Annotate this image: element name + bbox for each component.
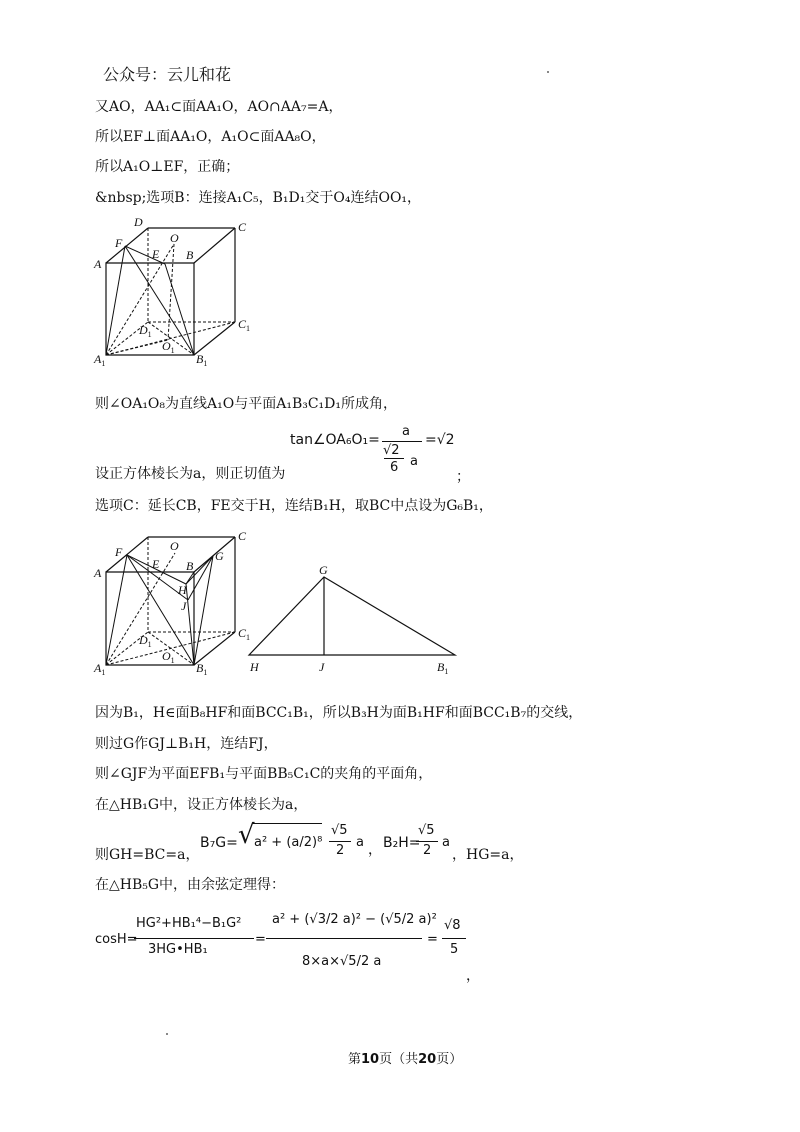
- b7g-radical-sign: √: [238, 820, 255, 850]
- tan-formula-numerator: a: [402, 424, 410, 439]
- cube2-label-C: C: [238, 529, 247, 543]
- cube1-label-C1: $C_1$: [238, 317, 251, 333]
- scan-dot-2: [166, 1033, 168, 1035]
- cube2-label-A: A: [94, 566, 102, 580]
- cube1-label-E: E: [152, 247, 160, 261]
- cube1-label-A1: $A_1$: [94, 352, 106, 368]
- scan-dot: [547, 71, 549, 73]
- cos-equals-1: =: [255, 932, 266, 947]
- text-line-12-sep1: ，: [368, 842, 382, 858]
- cube2-label-J: J: [181, 599, 187, 613]
- cube1-label-D1: $D_1$: [139, 323, 152, 339]
- footer-page-number: 10: [361, 1052, 380, 1067]
- cos-bar-1: [134, 938, 254, 939]
- cos-numerator-1: HG²+HB₁⁴−B₁G²: [136, 916, 242, 931]
- text-line-1: 又AO，AA₁⊂面AA₁O，AO∩AA₇=A，: [95, 99, 343, 115]
- cos-rhs-denominator: 5: [450, 942, 459, 957]
- tan-formula-lhs: tan∠OA₆O₁=: [290, 432, 380, 448]
- b2h-formula-lhs: B₂H=: [383, 835, 421, 851]
- tan-formula-rhs: =√2: [425, 432, 455, 448]
- text-line-2: 所以EF⊥面AA₁O，A₁O⊂面AA₈O，: [95, 129, 326, 145]
- cube2-label-D1: $D_1$: [139, 633, 152, 649]
- cube1-label-B1: $B_1$: [196, 352, 208, 368]
- b2h-var: a: [442, 835, 450, 850]
- cube2-label-O1: $O_1$: [162, 649, 175, 665]
- b2h-numerator: √5: [418, 823, 435, 838]
- text-line-6-end: ；: [456, 469, 470, 485]
- page-footer: [348, 1048, 462, 1067]
- cube2-label-H: H: [178, 583, 187, 597]
- cos-numerator-2: a² + (√3/2 a)² − (√5/2 a)²: [272, 912, 437, 927]
- b7g-rhs-var: a: [356, 835, 364, 850]
- cube1-label-B: B: [186, 248, 194, 262]
- text-line-5: 则∠OA₁O₈为直线A₁O与平面A₁B₃C₁D₁所成角，: [95, 396, 398, 412]
- triangle-label-G: G: [319, 563, 328, 577]
- triangle-label-B1: $B_1$: [437, 660, 449, 676]
- cos-denominator-1: 3HG•HB₁: [148, 942, 208, 957]
- cube1-label-C: C: [238, 220, 247, 234]
- triangle-label-H: H: [250, 660, 259, 674]
- b7g-rhs-denominator: 2: [336, 843, 345, 858]
- cube1-label-D: D: [134, 215, 143, 229]
- cube2-label-B1: $B_1$: [196, 661, 208, 677]
- b7g-rhs-numerator: √5: [331, 823, 348, 838]
- cube2-label-O: O: [170, 539, 179, 553]
- text-line-9: 则过G作GJ⊥B₁H，连结FJ，: [95, 736, 278, 752]
- cube1-label-O: O: [170, 231, 179, 245]
- tan-formula-den-coef: 6: [390, 460, 399, 475]
- triangle-figure: [240, 555, 460, 680]
- cos-rhs-bar: [442, 938, 466, 939]
- b7g-formula-lhs: B₇G=: [200, 835, 238, 851]
- cube2-label-E: E: [152, 557, 160, 571]
- text-line-7: 选项C：延长CB，FE交于H，连结B₁H，取BC中点设为G₆B₁，: [95, 498, 493, 514]
- footer-mid: 页（共: [379, 1052, 419, 1067]
- cube2-label-G: G: [215, 549, 224, 563]
- triangle-label-J: J: [319, 660, 325, 674]
- footer-suffix: 页）: [436, 1052, 463, 1067]
- text-line-3: 所以A₁O⊥EF，正确；: [95, 159, 240, 175]
- cube2-label-A1: $A_1$: [94, 661, 106, 677]
- cube2-label-C1: $C_1$: [238, 626, 251, 642]
- cube1-label-A: A: [94, 257, 102, 271]
- b7g-formula-radicand: a² + (a/2)⁸: [254, 835, 323, 850]
- text-line-4: &nbsp;选项B：连接A₁C₅，B₁D₁交于O₄连结OO₁，: [95, 190, 422, 206]
- tan-formula-den-root: √2: [383, 443, 400, 458]
- text-line-8: 因为B₁，H∈面B₈HF和面BCC₁B₁，所以B₃H为面B₁HF和面BCC₁B₇的交线，: [95, 705, 583, 721]
- footer-total-pages: 20: [418, 1052, 437, 1067]
- text-line-11: 在△HB₁G中，设正方体棱长为a，: [95, 797, 308, 813]
- cos-equals-2: =: [427, 932, 438, 947]
- cube-figure-1: [88, 212, 268, 372]
- text-line-12: 则GH=BC=a，: [95, 847, 200, 863]
- b2h-denominator: 2: [423, 843, 432, 858]
- text-line-13: 在△HB₅G中，由余弦定理得：: [95, 877, 286, 893]
- cube2-label-F: F: [115, 545, 123, 559]
- text-line-10: 则∠GJF为平面EFB₁与平面BB₅C₁C的夹角的平面角，: [95, 766, 433, 782]
- text-line-12-sep2: ，HG=a，: [452, 847, 524, 863]
- text-line-14-end: ，: [466, 968, 480, 984]
- footer-prefix: 第: [348, 1052, 362, 1067]
- tan-den-bar: [384, 458, 404, 459]
- cube1-label-O1: $O_1$: [162, 339, 175, 355]
- tan-fraction-bar: [382, 441, 422, 442]
- tan-formula-den-var: a: [410, 454, 418, 469]
- cos-formula-lhs: cosH=: [95, 932, 138, 947]
- cube1-label-F: F: [115, 236, 123, 250]
- cos-denominator-2: 8×a×√5/2 a: [302, 954, 382, 969]
- b2h-bar: [416, 841, 438, 842]
- cos-bar-2: [266, 938, 422, 939]
- page-header-account: 公众号：云儿和花: [103, 65, 232, 84]
- b7g-radical-bar: [252, 823, 322, 824]
- b7g-rhs-bar: [329, 841, 351, 842]
- cube2-label-B: B: [186, 559, 194, 573]
- cos-rhs-numerator: √8: [444, 918, 461, 933]
- text-line-6: 设正方体棱长为a，则正切值为: [95, 466, 286, 482]
